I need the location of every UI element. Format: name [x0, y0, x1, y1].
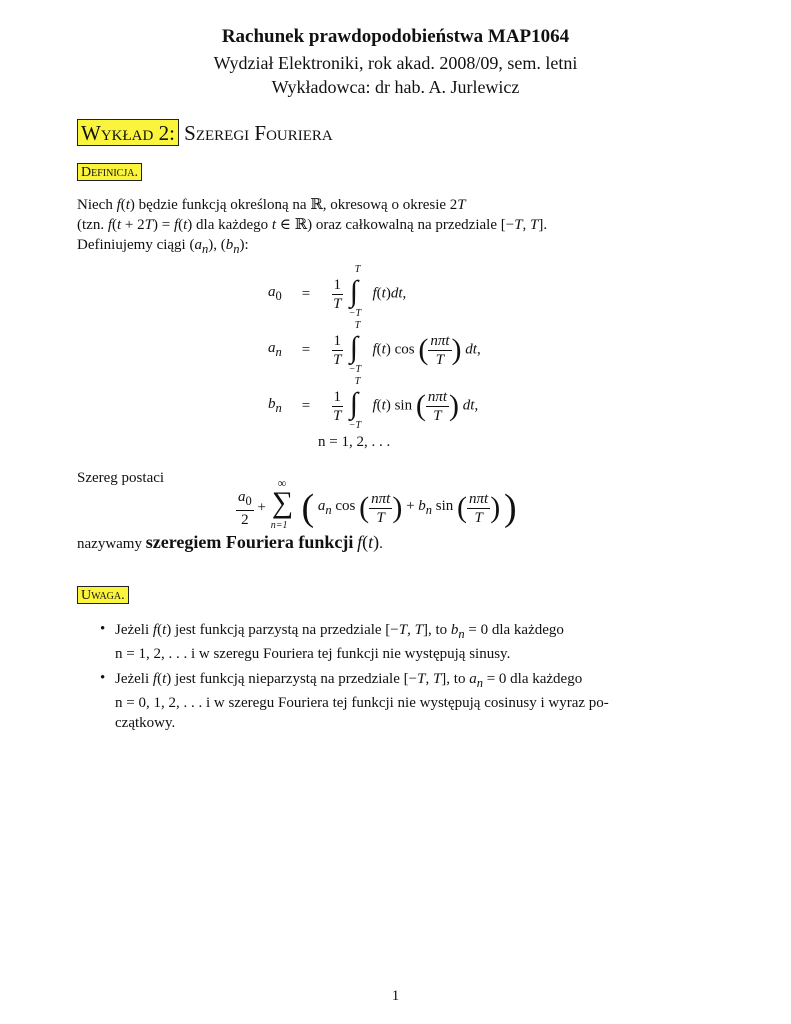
def-text: będzie funkcją określoną na ℝ, okresową o okresie 2: [134, 197, 458, 213]
definition-tag-label: Definicja.: [77, 163, 142, 181]
equation-an: $a_n$ = $\frac{1}{T}$ T ∫ −T f(t) cos ( $\frac{\text{nπt}}{T}$ ) dt,: [268, 320, 481, 375]
def-text: (tzn.: [77, 217, 108, 233]
equation-bn: $b_n$ = $\frac{1}{T}$ T ∫ −T f(t) sin ( $\frac{\text{nπt}}{T}$ ) dt,: [268, 376, 479, 431]
naming-text: .: [379, 536, 383, 552]
lecturer-line: Wykładowca: dr hab. A. Jurlewicz: [271, 77, 520, 97]
definition-line-1: Niech f(t) będzie funkcją określoną na ℝ, okresową o okresie 2T: [77, 197, 466, 213]
lecture-heading: [77, 121, 333, 146]
bullet-icon: •: [100, 670, 106, 686]
naming-text: nazywamy: [77, 536, 146, 552]
def-text: dla każdego: [192, 217, 272, 233]
equation-a0: $a_0$ = $\frac{1}{T}$ T ∫ −T f(t)dt,: [268, 264, 407, 319]
lecture-title: Szeregi Fouriera: [184, 121, 333, 145]
note-text: Jeżeli: [115, 622, 153, 638]
note-text: ], to: [422, 622, 451, 638]
page-number: 1: [391, 988, 400, 1004]
n-range: n = 1, 2, . . .: [318, 434, 391, 450]
definition-line-3: Definiujemy ciągi $(a_n)$, $(b_n)$:: [77, 237, 249, 256]
fourier-series-formula: $\frac{a_0}{2}$ + ∞ ∑ n=1 ( $a_n$ cos ( $\frac{\text{nπt}}{T}$ ) + $b_n$ sin ( $\frac{\text{nπt}}{T}$ ) ): [238, 476, 517, 531]
bullet-icon: •: [100, 621, 106, 637]
course-title: Rachunek prawdopodobieństwa MAP1064: [221, 26, 570, 47]
note-text: = 0 dla każdego: [482, 671, 583, 687]
note-text: jest funkcją nieparzystą na przedziale [−: [171, 671, 418, 687]
def-text: ) oraz całkowalną na przedziale [−: [307, 217, 515, 233]
series-intro: Szereg postaci: [77, 470, 165, 486]
naming-bold: szeregiem Fouriera funkcji: [145, 532, 354, 552]
definition-line-2: (tzn. f(t + 2T) = f(t) dla każdego t ∈ ℝ) oraz całkowalną na przedziale [−T, T].: [77, 217, 548, 233]
note-text: jest funkcją parzystą na przedziale [−: [171, 622, 399, 638]
definition-tag: [77, 165, 142, 181]
note-text: = 0 dla każdego: [464, 622, 564, 638]
note-text: n = 0, 1, 2, . . . i w szeregu Fouriera tej funkcji nie występują cosinusy i wyraz po-: [115, 695, 609, 711]
note-text: n = 1, 2, . . . i w szeregu Fouriera tej funkcji nie występują sinusy.: [115, 646, 511, 662]
note-text: czątkowy.: [115, 715, 176, 731]
note-tag: [77, 588, 129, 604]
note-item-2: Jeżeli f(t) jest funkcją nieparzystą na przedziale [−T, T], to $a_n = 0$ dla każdego n = 0, 1, 2, . . . i w szeregu Fouriera tej funkcji nie występują cosinusy i wyraz po- czątkowy.: [115, 671, 609, 731]
note-text: ], to: [441, 671, 470, 687]
def-text: Definiujemy ciągi: [77, 237, 190, 253]
note-text: Jeżeli: [115, 671, 153, 687]
lecture-label: Wykład 2:: [77, 119, 179, 146]
note-tag-label: Uwaga.: [77, 586, 129, 604]
note-item-1: Jeżeli f(t) jest funkcją parzystą na przedziale [−T, T], to $b_n = 0$ dla każdego n = 1, 2, . . . i w szeregu Fouriera tej funkcji nie występują sinusy.: [115, 622, 564, 662]
faculty-line: Wydział Elektroniki, rok akad. 2008/09, sem. letni: [213, 53, 578, 73]
def-text: Niech: [77, 197, 117, 213]
series-naming: nazywamy szeregiem Fouriera funkcji f(t).: [77, 532, 383, 552]
